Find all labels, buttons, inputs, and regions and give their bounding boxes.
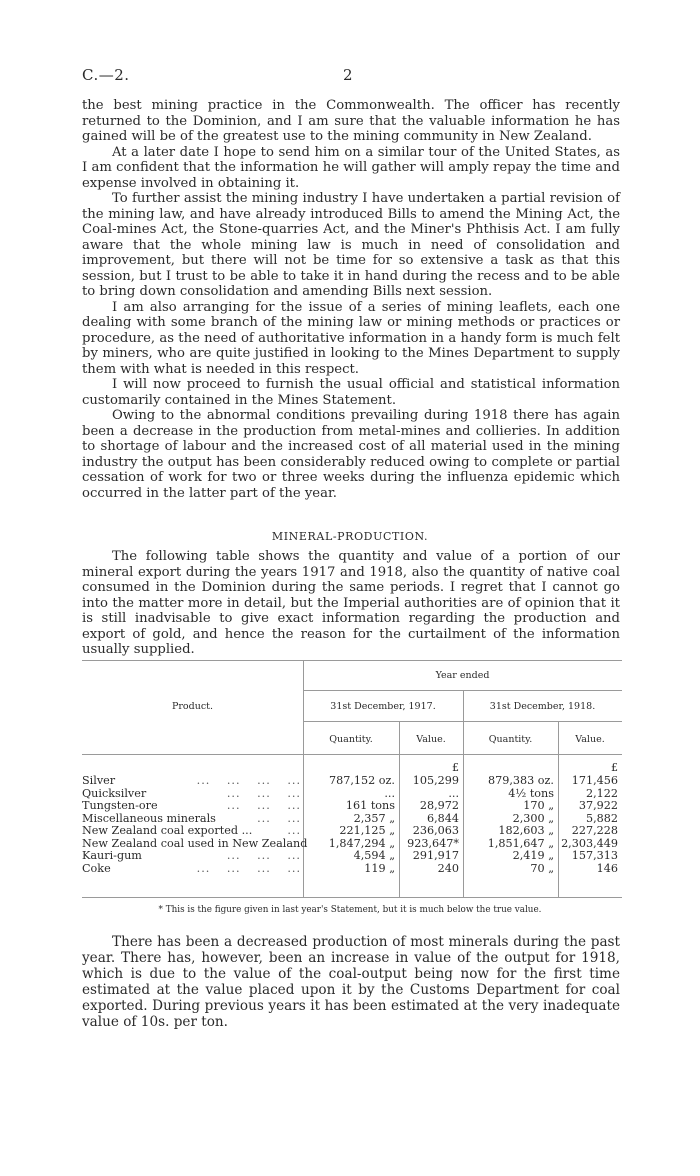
table-cell-val-1918: 227,228 [571, 824, 618, 837]
table-cell-product [82, 863, 301, 876]
year-ended-header: Year ended [435, 670, 490, 681]
product-name: New Zealand coal exported ... [82, 824, 253, 837]
table-cell-qty-1917: 787,152 oz. [328, 774, 395, 787]
table-cell-val-1917: 28,972 [419, 799, 459, 812]
column-divider [399, 721, 400, 897]
paragraph: I will now proceed to furnish the usual official and statistical information customarily contained in the Mines Statement. [82, 377, 620, 408]
table-footnote: * This is the figure given in last year's Statement, but it is much below the true value. [158, 905, 542, 915]
table-cell-qty-1917: 1,847,294 „ [328, 836, 395, 850]
currency-1917: £ [452, 761, 459, 774]
table-cell-val-1918: 37,922 [578, 799, 618, 812]
table-cell-val-1917: 105,299 [412, 774, 459, 787]
dot-leader: ... ... ... [226, 799, 301, 812]
value-1918-header: Value. [575, 734, 605, 745]
section-text [82, 549, 620, 658]
product-header: Product. [171, 701, 213, 712]
column-divider [558, 721, 559, 897]
year-1918-header: 31st December, 1918. [489, 701, 596, 712]
product-name: Tungsten-ore [82, 799, 158, 812]
table-cell-val-1917: 240 [437, 861, 459, 875]
column-divider [303, 660, 304, 897]
paragraph: The following table shows the quantity and value of a portion of our mineral export during the years 1917 and 1918, also the quantity of native coal consumed in the Dominion during the same periods. I regret that I cannot go into the matter more in detail, but the Imperial authorities are of opinion that it is still inadvisable to give exact information regarding the production and export of gold, and hence the reason for the curtailment of the information usually supplied. [82, 549, 620, 657]
table-cell-val-1917: 6,844 [426, 811, 459, 825]
table-rule [82, 660, 622, 661]
product-column [82, 774, 308, 875]
table-cell-qty-1918: 170 „ [523, 799, 554, 812]
dot-leader: ... ... ... ... [196, 774, 301, 787]
paragraph: To further assist the mining industry I have undertaken a partial revision of the mining law, and have already introduced Bills to amend the Mining Act, the Coal-mines Act, the Stone-quarries Act, and the Miner's Phthisis Act. I am fully aware that the whole mining law is much in need of consolidation and improvement, but there will not be time for so extensive a task as that this session, but I trust to be able to take it in hand during the recess and to be able to bring down consolidation and amending Bills next session. [82, 191, 620, 299]
table-cell-qty-1917: 119 „ [364, 861, 395, 875]
paragraph: At a later date I hope to send him on a similar tour of the United States, as I am confident that the information he will gather will amply repay the time and expense involved in obtaining it. [82, 144, 620, 191]
dot-leader: ... ... ... ... [196, 861, 301, 875]
currency-1918: £ [611, 761, 618, 774]
product-name: New Zealand coal used in New Zealand [82, 836, 308, 850]
paragraph: Owing to the abnormal conditions prevailing during 1918 there has again been a decrease in the production from metal-mines and collieries. In addition to shortage of labour and the increased cost of all material used in the mining industry the output has been considerably reduced owing to complete or partial cessation of work for two or three weeks during the influenza epidemic which occurred in the latter part of the year. [82, 408, 620, 501]
table-cell-qty-1918: 2,300 „ [512, 811, 554, 825]
table-rule [82, 754, 622, 755]
value-1917-column [401, 775, 459, 875]
table-cell-val-1917: 923,647* [407, 836, 459, 850]
product-name: Quicksilver [82, 786, 147, 800]
paragraph: the best mining practice in the Commonwealth. The officer has recently returned to the Dominion, and I am sure that the valuable information he has gained will be of the greatest use to the mining community in New Zealand. [82, 98, 620, 144]
quantity-1918-header: Quantity. [488, 734, 533, 745]
table-rule [82, 897, 622, 898]
dot-leader: ... ... ... [226, 786, 301, 800]
year-1917-header: 31st December, 1917. [330, 701, 436, 712]
page-number: 2 [343, 66, 354, 84]
table-cell-qty-1918: 70 „ [530, 861, 554, 875]
quantity-1917-header: Quantity. [329, 734, 373, 745]
table-cell-qty-1918: 182,603 „ [498, 824, 554, 837]
section-heading: MINERAL-PRODUCTION. [271, 530, 429, 543]
table-cell-product [82, 850, 301, 863]
product-name: Silver [82, 774, 116, 787]
column-divider [463, 690, 464, 897]
paragraph: I am also arranging for the issue of a series of mining leaflets, each one dealing with some branch of the mining law or mining methods or practices or procedure, as the need of authoritative information in a handy form is much felt by miners, who are quite justified in looking to the Mines Department to supply them with what is needed in this respect. [82, 299, 620, 377]
product-name: Miscellaneous minerals [82, 811, 216, 825]
quantity-1918-column [465, 775, 554, 875]
table-cell-val-1918: 2,122 [585, 786, 618, 800]
table-cell-val-1917: 236,063 [412, 824, 459, 837]
table-cell-val-1917: 291,917 [412, 849, 459, 862]
dot-leader: ... [287, 824, 301, 837]
table-cell-qty-1918: 1,851,647 „ [487, 836, 554, 850]
table-cell-qty-1917: 2,357 „ [353, 811, 395, 825]
table-cell-qty-1917: ... [384, 786, 395, 800]
value-1918-column [560, 775, 618, 875]
table-cell-qty-1918: 4½ tons [508, 786, 554, 800]
product-name: Kauri-gum [82, 849, 142, 862]
paragraph: There has been a decreased production of most minerals during the past year. There has, however, been an increase in value of the output for 1918, which is due to the value of the coal-output being now for the first time estimated at the value placed upon it by the Customs Department for coal exported. During previous years it has been estimated at the very inadequate value of 10s. per ton. [82, 934, 620, 1030]
table-cell-val-1918: 2,303,449 [561, 836, 618, 850]
table-cell-qty-1918: 2,419 „ [512, 849, 554, 862]
product-name: Coke [82, 861, 111, 875]
value-1917-header: Value. [416, 734, 446, 745]
dot-leader: ... ... [257, 811, 301, 825]
intro-text [82, 98, 620, 501]
table-cell-val-1918: 5,882 [585, 811, 618, 825]
table-cell-val-1917: ... [448, 786, 459, 800]
table-cell-qty-1917: 221,125 „ [339, 824, 395, 837]
closing-text [82, 934, 620, 1030]
quantity-1917-column [305, 775, 395, 875]
table-cell-val-1918: 157,313 [571, 849, 618, 862]
table-cell-qty-1917: 161 tons [345, 799, 395, 812]
table-cell-qty-1917: 4,594 „ [353, 849, 395, 862]
table-cell-val-1918: 146 [596, 861, 618, 875]
table-cell-val-1918: 171,456 [571, 774, 618, 787]
dot-leader: ... ... ... [226, 849, 301, 862]
document-reference: C.—2. [82, 66, 130, 84]
table-cell-qty-1918: 879,383 oz. [487, 774, 554, 787]
